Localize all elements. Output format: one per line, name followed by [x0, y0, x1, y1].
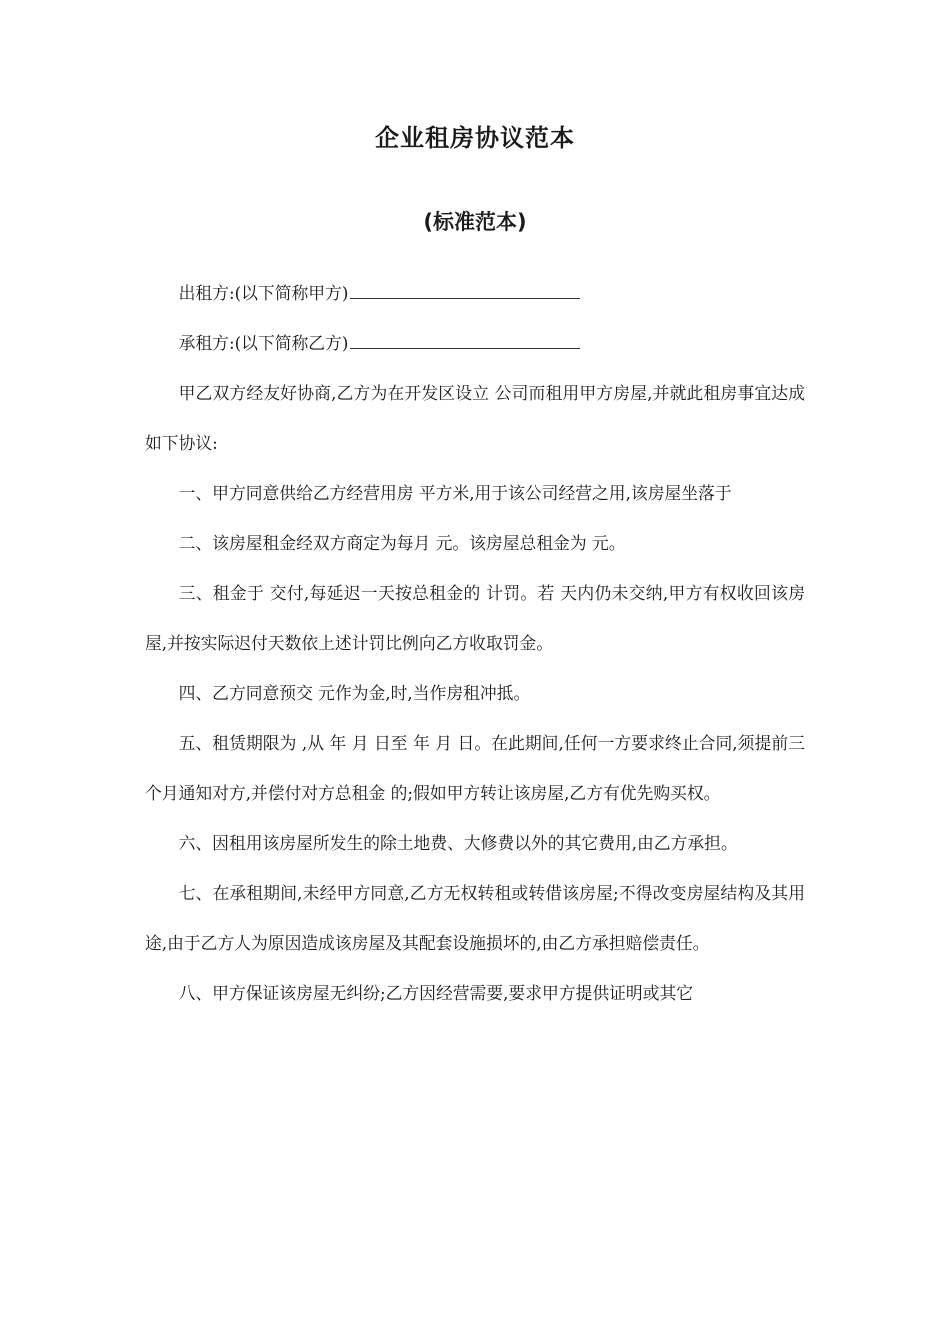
clause-1: 一、甲方同意供给乙方经营用房 平方米,用于该公司经营之用,该房屋坐落于 [178, 483, 732, 503]
lessee-note: (以下简称乙方) [234, 333, 349, 353]
clause-3: 三、租金于 交付,每延迟一天按总租金的 计罚。若 天内仍未交纳,甲方有权收回该房屋,并按实际迟付天数依上述计罚比例向乙方收取罚金。 [145, 583, 805, 653]
document-title: 企业租房协议范本 [375, 124, 575, 152]
lessor-label: 出租方: [178, 283, 235, 303]
lessor-blank-line [350, 280, 580, 299]
lessor-note: (以下简称甲方) [234, 283, 349, 303]
clause-5: 五、租赁期限为 ,从 年 月 日至 年 月 日。在此期间,任何一方要求终止合同,须提前三个月通知对方,并偿付对方总租金 的;假如甲方转让该房屋,乙方有优先购买权。 [145, 733, 805, 803]
clause-4: 四、乙方同意预交 元作为金,时,当作房租冲抵。 [178, 683, 531, 703]
document-body [145, 268, 805, 1018]
clause-6: 六、因租用该房屋所发生的除土地费、大修费以外的其它费用,由乙方承担。 [178, 833, 738, 853]
clause-7: 七、在承租期间,未经甲方同意,乙方无权转租或转借该房屋;不得改变房屋结构及其用途,由于乙方人为原因造成该房屋及其配套设施损坏的,由乙方承担赔偿责任。 [145, 883, 805, 953]
lessee-blank-line [350, 330, 580, 349]
lessee-label: 承租方: [178, 333, 235, 353]
document-subtitle: (标准范本) [423, 210, 527, 234]
paragraph-preamble: 甲乙双方经友好协商,乙方为在开发区设立 公司而租用甲方房屋,并就此租房事宜达成如下协议: [145, 383, 805, 453]
clause-8: 八、甲方保证该房屋无纠纷;乙方因经营需要,要求甲方提供证明或其它 [178, 983, 694, 1003]
lessee-line [145, 318, 805, 368]
clause-2: 二、该房屋租金经双方商定为每月 元。该房屋总租金为 元。 [178, 533, 626, 553]
lessor-line [145, 268, 805, 318]
